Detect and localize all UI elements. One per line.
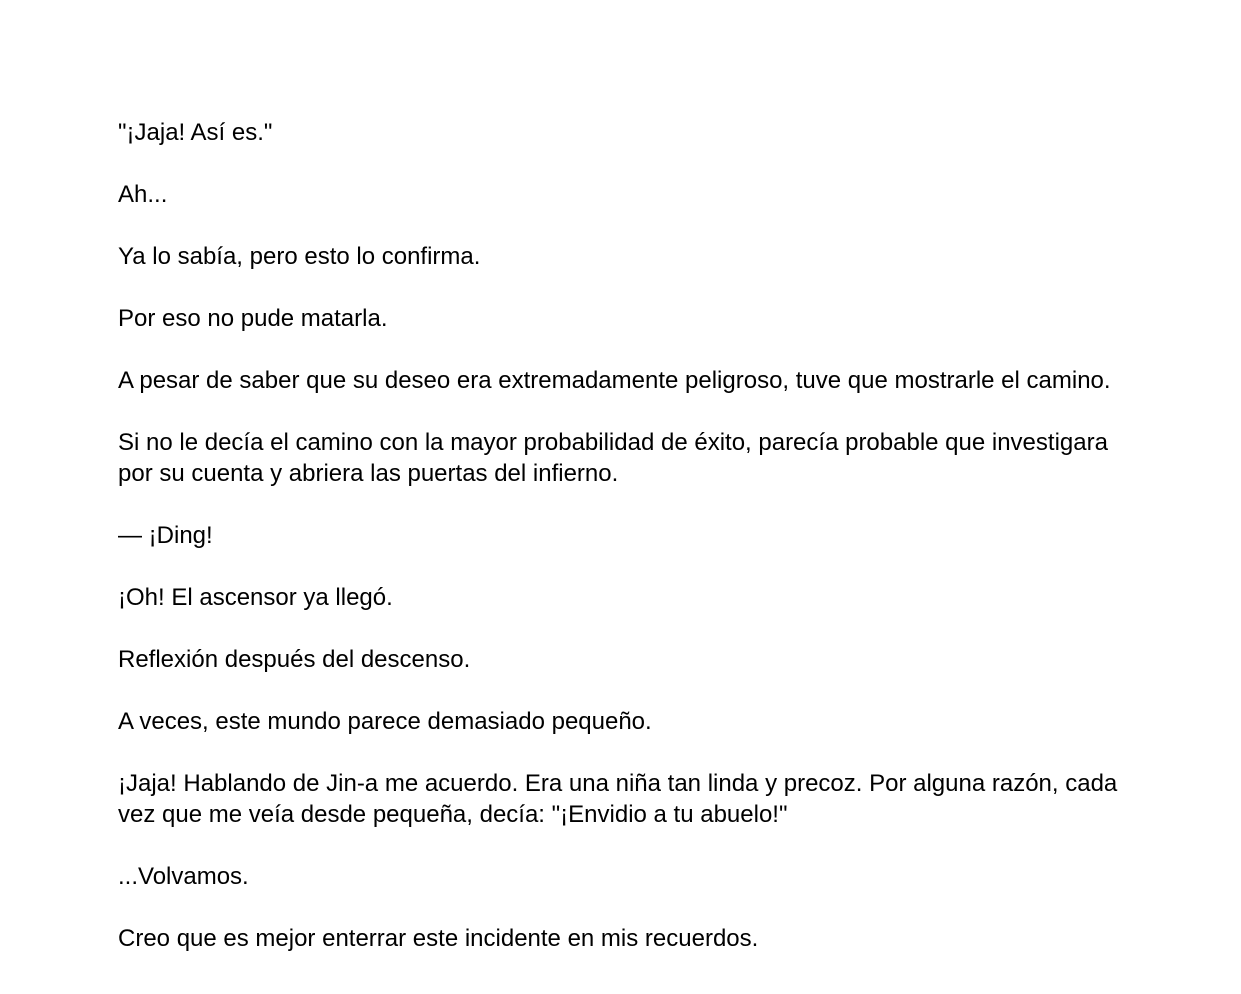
paragraph: A pesar de saber que su deseo era extremadamente peligroso, tuve que mostrarle el camino. bbox=[118, 367, 1111, 394]
paragraph: A veces, este mundo parece demasiado pequeño. bbox=[118, 708, 652, 735]
paragraph: "¡Jaja! Así es." bbox=[118, 119, 273, 146]
paragraph: Creo que es mejor enterrar este incidente en mis recuerdos. bbox=[118, 925, 759, 952]
paragraph: Reflexión después del descenso. bbox=[118, 646, 471, 673]
paragraph: Si no le decía el camino con la mayor probabilidad de éxito, parecía probable que investigara por su cuenta y abriera las puertas del infierno. bbox=[118, 429, 1108, 487]
paragraph: Por eso no pude matarla. bbox=[118, 305, 388, 332]
paragraph: ¡Jaja! Hablando de Jin-a me acuerdo. Era una niña tan linda y precoz. Por alguna razón, cada vez que me veía desde pequeña, decía: "¡Envidio a tu abuelo!" bbox=[118, 770, 1118, 828]
paragraph: ...Volvamos. bbox=[118, 863, 249, 890]
paragraph: Ya lo sabía, pero esto lo confirma. bbox=[118, 243, 481, 270]
document-body bbox=[118, 117, 1123, 954]
paragraph: Ah... bbox=[118, 181, 168, 208]
paragraph: ¡Oh! El ascensor ya llegó. bbox=[118, 584, 393, 611]
paragraph: — ¡Ding! bbox=[118, 522, 213, 549]
